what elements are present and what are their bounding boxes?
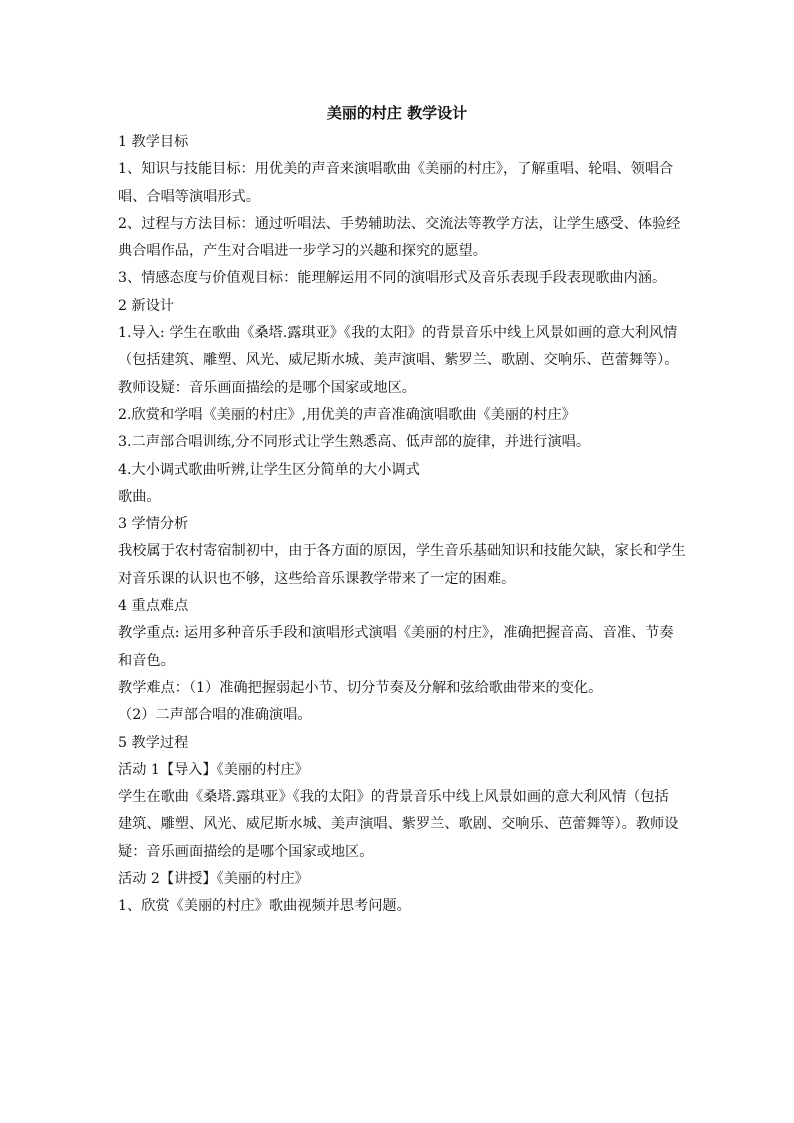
text-line: 唱、合唱等演唱形式。 [118, 188, 260, 205]
text-line: 1、知识与技能目标：用优美的声音来演唱歌曲《美丽的村庄》，了解重唱、轮唱、领唱合 [118, 161, 674, 178]
text-line: 疑：音乐画面描绘的是哪个国家或地区。 [118, 843, 374, 860]
text-line: 对音乐课的认识也不够，这些给音乐课教学带来了一定的困难。 [118, 570, 516, 587]
text-line: 学生在歌曲《桑塔.露琪亚》《我的太阳》的背景音乐中线上风景如画的意大利风情（包括 [118, 789, 669, 806]
text-line: 1、欣赏《美丽的村庄》歌曲视频并思考问题。 [118, 898, 411, 915]
text-line: 歌曲。 [118, 488, 161, 505]
text-line: 建筑、雕塑、风光、威尼斯水城、美声演唱、紫罗兰、歌剧、交响乐、芭蕾舞等）。教师设 [118, 816, 679, 833]
text-line: 教学重点: 运用多种音乐手段和演唱形式演唱《美丽的村庄》，准确把握音高、音准、节奏 [118, 625, 674, 642]
text-line: 教学难点：（1）准确把握弱起小节、切分节奏及分解和弦给歌曲带来的变化。 [118, 679, 603, 696]
text-line: 5 教学过程 [118, 734, 189, 751]
text-line: 2 新设计 [118, 297, 175, 314]
text-line: 活动 2【讲授】《美丽的村庄》 [118, 871, 309, 888]
text-line: 2.欣赏和学唱《美丽的村庄》,用优美的声音准确演唱歌曲《美丽的村庄》 [118, 406, 576, 423]
text-line: 2、过程与方法目标：通过听唱法、手势辅助法、交流法等教学方法，让学生感受、体验经 [118, 215, 681, 232]
text-line: 3.二声部合唱训练,分不同形式让学生熟悉高、低声部的旋律，并进行演唱。 [118, 434, 591, 451]
text-line: 3、情感态度与价值观目标：能理解运用不同的演唱形式及音乐表现手段表现歌曲内涵。 [118, 270, 667, 287]
text-line: （包括建筑、雕塑、风光、威尼斯水城、美声演唱、紫罗兰、歌剧、交响乐、芭蕾舞等）。 [118, 352, 679, 369]
text-line: 4.大小调式歌曲听辨,让学生区分简单的大小调式 [118, 461, 420, 478]
text-line: 典合唱作品，产生对合唱进一步学习的兴趣和探究的愿望。 [118, 243, 487, 260]
text-line: 我校属于农村寄宿制初中，由于各方面的原因，学生音乐基础知识和技能欠缺，家长和学生 [118, 543, 686, 560]
document-title: 美丽的村庄 教学设计 [326, 104, 468, 122]
text-line: 4 重点难点 [118, 598, 189, 615]
text-line: 1.导入: 学生在歌曲《桑塔.露琪亚》《我的太阳》的背景音乐中线上风景如画的意大利风情 [118, 325, 678, 342]
document-body [118, 129, 686, 921]
text-line: 教师设疑：音乐画面描绘的是哪个国家或地区。 [118, 379, 416, 396]
text-line: 1 教学目标 [118, 134, 189, 150]
text-line: 和音色。 [118, 652, 175, 669]
text-line: （2）二声部合唱的准确演唱。 [118, 707, 312, 724]
text-line: 活动 1【导入】《美丽的村庄》 [118, 761, 309, 778]
text-line: 3 学情分析 [118, 516, 189, 533]
